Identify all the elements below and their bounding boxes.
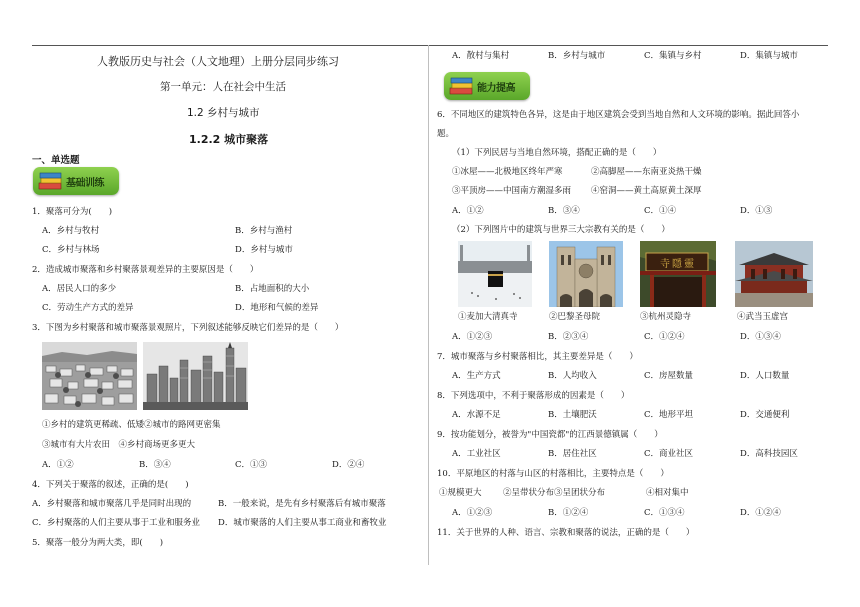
top-rule: [32, 45, 828, 46]
lingyin-temple-photo: [640, 241, 716, 307]
section-title: 1.2.2 城市聚落: [189, 133, 269, 146]
q6-sub1-stem: （1）下列民居与当地自然环境，搭配正确的是（ ）: [452, 148, 662, 158]
q10-statement-3: ④相对集中: [646, 488, 689, 498]
q11-stem: 11．关于世界的人种、语言、宗教和聚落的说法，正确的是（ ）: [437, 528, 695, 538]
notre-dame-photo: [549, 241, 623, 307]
column-divider: [428, 45, 429, 565]
q6-sub2-stem: （2）下列图片中的建筑与世界三大宗教有关的是（ ）: [452, 225, 670, 235]
badge-advanced: [444, 72, 530, 100]
q1-option-c[interactable]: C．乡村与林场: [42, 245, 100, 255]
q9-option-d[interactable]: D．高科技园区: [740, 449, 798, 459]
q7-stem: 7．城市聚落与乡村聚落相比，其主要差异是（ ）: [437, 352, 638, 362]
q1-option-a[interactable]: A．乡村与牧村: [42, 226, 100, 236]
q3-statement-1: ①乡村的建筑更稀疏、低矮②城市的路网更密集: [42, 420, 221, 430]
q9-option-a[interactable]: A．工业社区: [452, 449, 501, 459]
q4-option-b[interactable]: B．一般来说，是先有乡村聚落后有城市聚落: [218, 499, 386, 509]
q6-sub1-option-b[interactable]: B．③④: [548, 206, 580, 216]
q3-option-d[interactable]: D．②④: [332, 460, 365, 470]
q6-sub2-option-b[interactable]: B．②③④: [548, 332, 589, 342]
q1-option-b[interactable]: B．乡村与渔村: [235, 226, 293, 236]
q4-option-a[interactable]: A．乡村聚落和城市聚落几乎是同时出现的: [32, 499, 192, 509]
q4-option-c[interactable]: C．乡村聚落的人们主要从事于工业和服务业: [32, 518, 201, 528]
doc-title: 人教版历史与社会（人文地理）上册分层同步练习: [97, 55, 339, 68]
q6-photo-caption-3: ③杭州灵隐寺: [640, 312, 692, 322]
q4-stem: 4．下列关于聚落的叙述，正确的是( ): [32, 480, 189, 490]
q8-stem: 8．下列选项中，不利于聚落形成的因素是（ ）: [437, 391, 630, 401]
q5-option-a[interactable]: A．散村与集村: [452, 51, 510, 61]
q6-pair-3: ③平顶房——中国南方潮湿多雨: [452, 186, 572, 196]
books-icon: [38, 171, 64, 191]
q6-pair-4: ④窑洞——黄土高原黄土深厚: [591, 186, 702, 196]
q2-option-c[interactable]: C．劳动生产方式的差异: [42, 303, 134, 313]
q10-statement-2: ②呈带状分布③呈团状分布: [503, 488, 606, 498]
q7-option-c[interactable]: C．房屋数量: [644, 371, 694, 381]
wudang-palace-photo: [735, 241, 813, 307]
q6-sub2-option-d[interactable]: D．①③④: [740, 332, 781, 342]
q6-photo-caption-2: ②巴黎圣母院: [549, 312, 601, 322]
q9-option-b[interactable]: B．居住社区: [548, 449, 597, 459]
q6-sub1-option-d[interactable]: D．①③: [740, 206, 773, 216]
q2-stem: 2．造成城市聚落和乡村聚落景观差异的主要原因是（ ）: [32, 265, 259, 275]
q10-option-d[interactable]: D．①②④: [740, 508, 781, 518]
q3-option-b[interactable]: B．③④: [139, 460, 171, 470]
q6-sub1-option-c[interactable]: C．①④: [644, 206, 677, 216]
q10-stem: 10．平原地区的村落与山区的村落相比，主要特点是（ ）: [437, 469, 669, 479]
part-heading: 一、单选题: [32, 155, 80, 166]
q8-option-a[interactable]: A．水源不足: [452, 410, 501, 420]
q5-option-c[interactable]: C．集镇与乡村: [644, 51, 702, 61]
lesson-title: 1.2 乡村与城市: [187, 107, 260, 119]
q1-option-d[interactable]: D．乡村与城市: [235, 245, 293, 255]
q6-pair-2: ②高脚屋——东南亚炎热干燥: [591, 167, 702, 177]
q6-sub1-option-a[interactable]: A．①②: [452, 206, 484, 216]
unit-title: 第一单元：人在社会中生活: [160, 81, 286, 93]
q2-option-d[interactable]: D．地形和气候的差异: [235, 303, 319, 313]
q3-option-c[interactable]: C．①③: [235, 460, 268, 470]
q4-option-d[interactable]: D．城市聚落的人们主要从事工商业和畜牧业: [218, 518, 387, 528]
books-icon: [449, 76, 475, 96]
q9-stem: 9．按功能划分，被誉为"中国瓷都"的江西景德镇属（ ）: [437, 430, 663, 440]
q6-stem-line2: 题。: [437, 129, 455, 139]
q9-option-c[interactable]: C．商业社区: [644, 449, 694, 459]
q6-sub2-option-c[interactable]: C．①②④: [644, 332, 685, 342]
q6-stem-line1: 6．不同地区的建筑特色各异，这是由于地区建筑会受到当地自然和人文环境的影响。据此回答小: [437, 110, 800, 120]
mecca-mosque-photo: [458, 241, 532, 307]
q6-photo-caption-4: ④武当玉虚宫: [737, 312, 789, 322]
badge-basic-label: 基础训练: [66, 178, 104, 189]
q10-option-a[interactable]: A．①②③: [452, 508, 493, 518]
q6-photo-caption-1: ①麦加大清真寺: [458, 312, 518, 322]
q8-option-c[interactable]: C．地形平坦: [644, 410, 694, 420]
badge-basic: [33, 167, 119, 195]
q8-option-d[interactable]: D．交通便利: [740, 410, 790, 420]
q5-stem: 5．聚落一般分为两大类，即( ): [32, 538, 164, 548]
q2-option-b[interactable]: B．占地面积的大小: [235, 284, 310, 294]
q3-option-a[interactable]: A．①②: [42, 460, 74, 470]
q7-option-b[interactable]: B．人均收入: [548, 371, 597, 381]
q1-stem: 1．聚落可分为( ): [32, 207, 113, 217]
q10-statement-1: ①规模更大: [439, 488, 482, 498]
q7-option-d[interactable]: D．人口数量: [740, 371, 790, 381]
q6-pair-1: ①冰屋——北极地区终年严寒: [452, 167, 563, 177]
temple-sign: 寺隱靈: [660, 259, 696, 270]
q3-statement-2: ③城市有大片农田 ④乡村商场更多更大: [42, 440, 196, 450]
q2-option-a[interactable]: A．居民人口的多少: [42, 284, 117, 294]
q5-option-b[interactable]: B．乡村与城市: [548, 51, 606, 61]
q7-option-a[interactable]: A．生产方式: [452, 371, 501, 381]
q10-option-b[interactable]: B．①②④: [548, 508, 589, 518]
q10-option-c[interactable]: C．①③④: [644, 508, 685, 518]
q3-stem: 3．下图为乡村聚落和城市聚落景观照片，下列叙述能够反映它们差异的是（ ）: [32, 323, 344, 333]
village-photo: [42, 342, 137, 410]
q5-option-d[interactable]: D．集镇与城市: [740, 51, 798, 61]
city-photo: [143, 342, 248, 410]
q8-option-b[interactable]: B．土壤肥沃: [548, 410, 597, 420]
q6-sub2-option-a[interactable]: A．①②③: [452, 332, 493, 342]
badge-advanced-label: 能力提高: [477, 83, 515, 94]
